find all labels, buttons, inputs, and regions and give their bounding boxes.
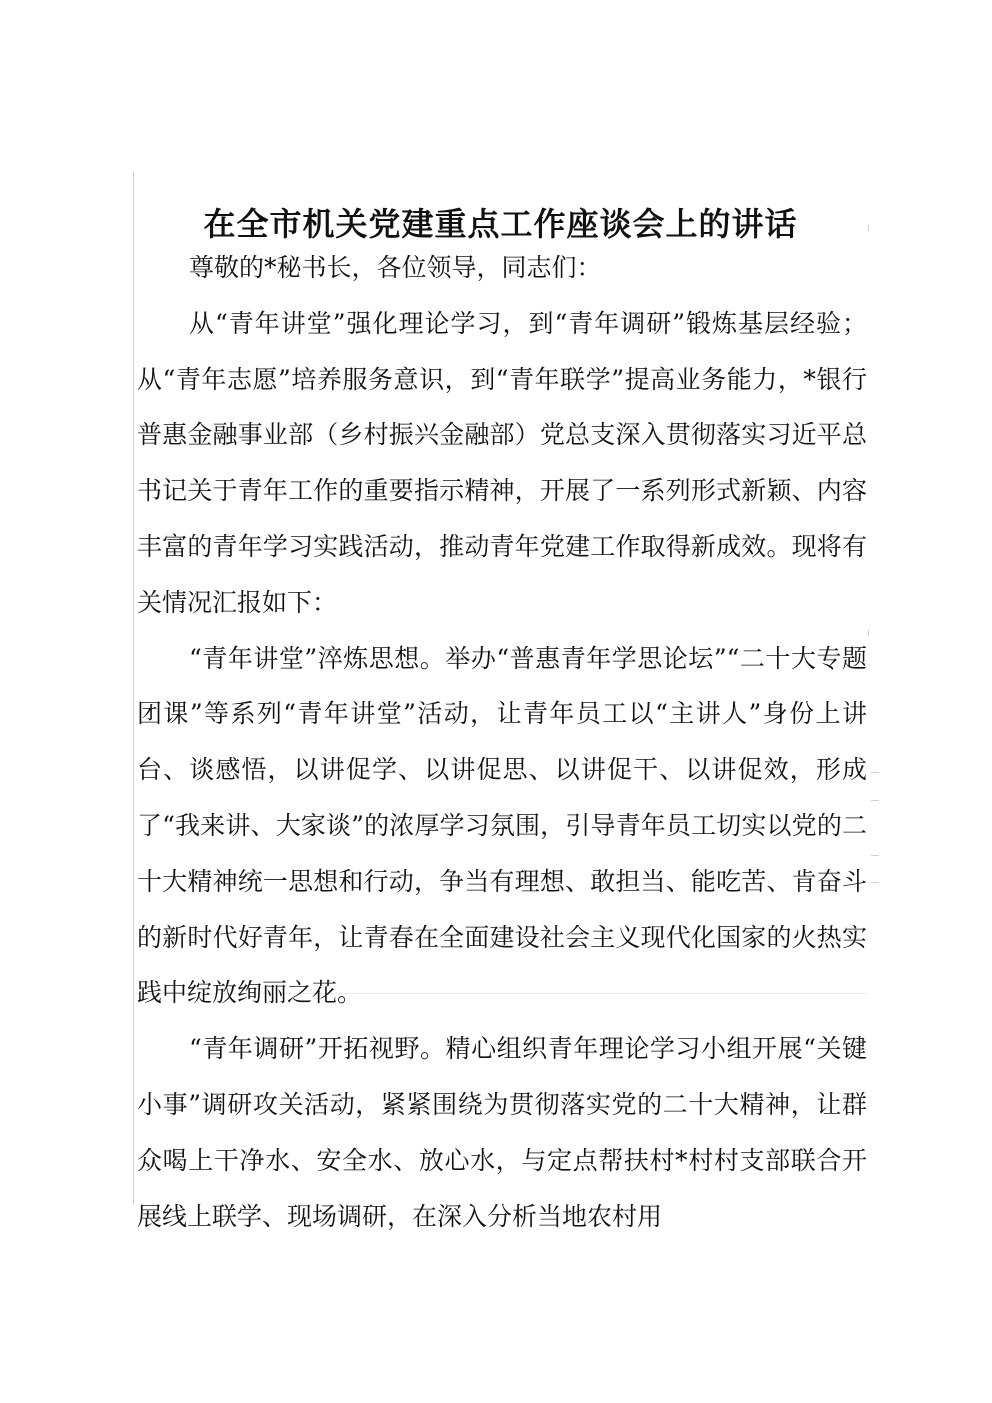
document-body <box>137 240 867 1244</box>
salutation: 尊敬的*秘书长，各位领导，同志们： <box>189 253 602 282</box>
margin-tick <box>868 225 869 231</box>
page-title: 在全市机关党建重点工作座谈会上的讲话 <box>203 205 798 244</box>
margin-tick <box>868 630 869 636</box>
margin-tick <box>871 882 879 883</box>
left-margin-guide <box>133 172 134 1204</box>
margin-tick <box>871 772 879 773</box>
paragraph-youth-research: “青年调研”开拓视野。精心组织青年理论学习小组开展“关键小事”调研攻关活动，紧紧围绕为贯彻落实党的二十大精神，让群众喝上干净水、安全水、放心水，与定点帮扶村*村村支部联合开展线上联学、现场调研，在深入分析当地农村用 <box>137 1034 867 1231</box>
paragraph-youth-lecture: “青年讲堂”淬炼思想。举办“普惠青年学思论坛”“二十大专题团课”等系列“青年讲堂”活动，让青年员工以“主讲人”身份上讲台、谈感悟，以讲促学、以讲促思、以讲促干、以讲促效，形成了“我来讲、大家谈”的浓厚学习氛围，引导青年员工切实以党的二十大精神统一思想和行动，争当有理想、敢担当、能吃苦、肯奋斗的新时代好青年，让青春在全面建设社会主义现代化国家的火热实践中绽放绚丽之花。 <box>137 643 867 1008</box>
margin-tick <box>871 855 879 856</box>
paragraph-intro: 从“青年讲堂”强化理论学习，到“青年调研”锻炼基层经验；从“青年志愿”培养服务意识，到“青年联学”提高业务能力，*银行普惠金融事业部（乡村振兴金融部）党总支深入贯彻落实习近平总书记关于青年工作的重要指示精神，开展了一系列形式新颖、内容丰富的青年学习实践活动，推动青年党建工作取得新成效。现将有关情况汇报如下： <box>137 308 867 617</box>
margin-tick <box>871 800 879 801</box>
